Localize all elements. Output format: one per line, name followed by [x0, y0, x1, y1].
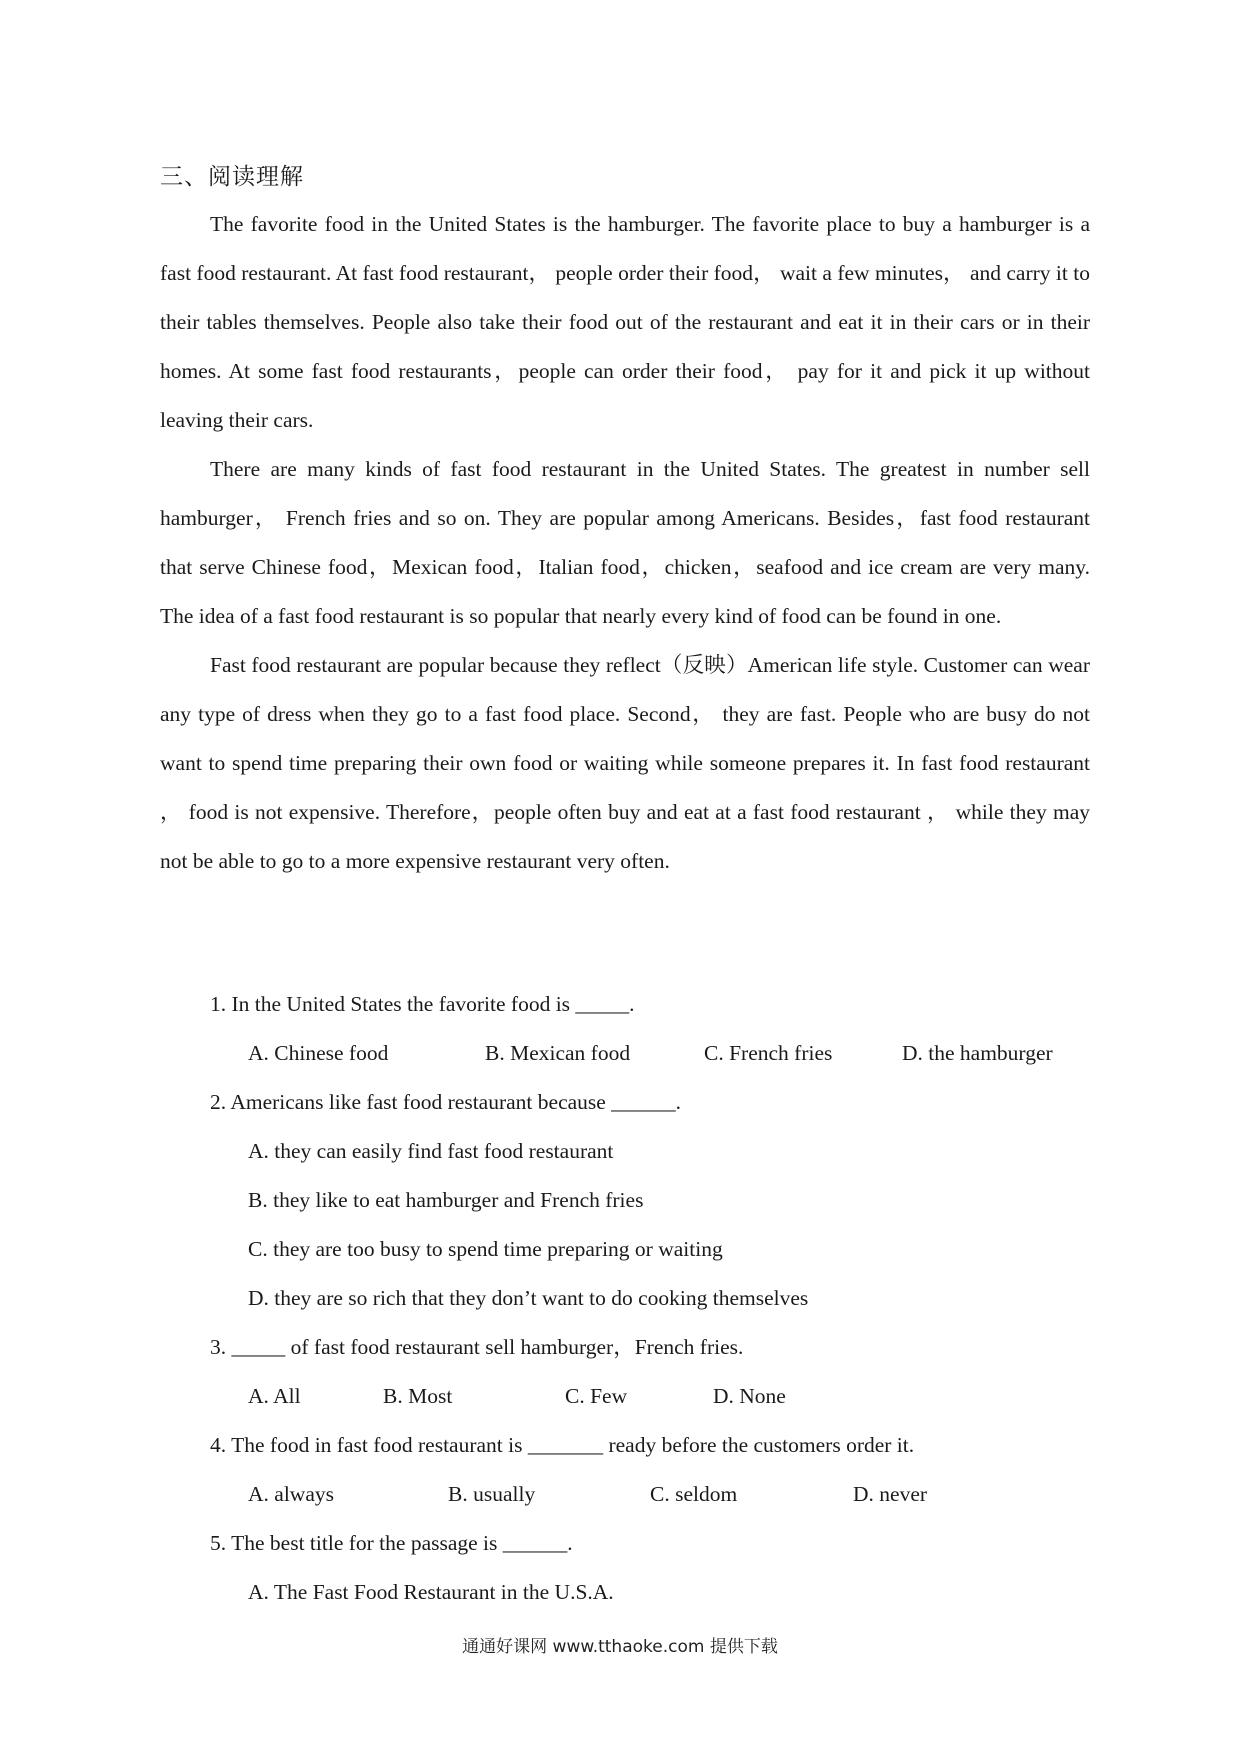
passage-paragraph-1: The favorite food in the United States is the hamburger. The favorite place to buy a hamburger is a fast food restaurant. At fast food restaurant， people order their food， wait a few minutes， and carry it to their tables themselves. People also take their food out of the restaurant and eat it in their cars or in their homes. At some fast food restaurants，people can order their food， pay for it and pick it up without leaving their cars. — [160, 212, 1090, 432]
section-title: 三、阅读理解 — [160, 164, 304, 189]
page-footer: 通通好课网 www.tthaoke.com 提供下载 — [462, 1637, 778, 1657]
question-stem: 1. In the United States the favorite food is _____. — [210, 992, 635, 1016]
option-c: C. they are too busy to spend time preparing or waiting — [248, 1237, 723, 1261]
question-stem: 5. The best title for the passage is ______. — [210, 1531, 573, 1555]
question-stem: 2. Americans like fast food restaurant because ______. — [210, 1090, 682, 1114]
option-row — [160, 1029, 1090, 1078]
question-stem: 3. _____ of fast food restaurant sell hamburger，French fries. — [210, 1335, 744, 1359]
passage-paragraph-2: There are many kinds of fast food restaurant in the United States. The greatest in number sell hamburger， French fries and so on. They are popular among Americans. Besides，fast food restaurant that serve Chinese food，Mexican food，Italian food，chicken，seafood and ice cream are very many. The idea of a fast food restaurant is so popular that nearly every kind of food can be found in one. — [160, 457, 1090, 628]
option-b: B. they like to eat hamburger and French fries — [248, 1188, 644, 1212]
option-c: C. Few — [565, 1384, 628, 1408]
option-row — [160, 1470, 1090, 1519]
question-4 — [160, 1421, 1090, 1519]
option-a: A. they can easily find fast food restaurant — [248, 1139, 614, 1163]
question-1 — [160, 980, 1090, 1078]
option-a: A. The Fast Food Restaurant in the U.S.A. — [248, 1580, 614, 1604]
option-row — [160, 1372, 1090, 1421]
question-3 — [160, 1323, 1090, 1421]
option-d: D. the hamburger — [902, 1041, 1053, 1065]
option-b: B. Most — [383, 1384, 453, 1408]
option-d: D. None — [713, 1384, 786, 1408]
option-list — [160, 1568, 1090, 1617]
option-b: B. Mexican food — [485, 1041, 631, 1065]
reading-passage — [160, 200, 1090, 886]
option-a: A. Chinese food — [248, 1041, 389, 1065]
option-c: C. seldom — [650, 1482, 738, 1506]
passage-paragraph-3: Fast food restaurant are popular because they reflect（反映）American life style. Customer can wear any type of dress when they go to a fast food place. Second， they are fast. People who are busy do not want to spend time preparing their own food or waiting while someone prepares it. In fast food restaurant ， food is not expensive. Therefore，people often buy and eat at a fast food restaurant ， while they may not be able to go to a more expensive restaurant very often. — [160, 653, 1090, 873]
option-a: A. All — [248, 1384, 301, 1408]
option-a: A. always — [248, 1482, 334, 1506]
question-stem: 4. The food in fast food restaurant is _______ ready before the customers order it. — [210, 1433, 915, 1457]
option-c: C. French fries — [704, 1041, 833, 1065]
question-5 — [160, 1519, 1090, 1617]
question-list — [160, 980, 1090, 1617]
option-d: D. never — [853, 1482, 928, 1506]
option-d: D. they are so rich that they don’t want to do cooking themselves — [248, 1286, 809, 1310]
option-list — [160, 1127, 1090, 1323]
option-b: B. usually — [448, 1482, 536, 1506]
question-2 — [160, 1078, 1090, 1323]
